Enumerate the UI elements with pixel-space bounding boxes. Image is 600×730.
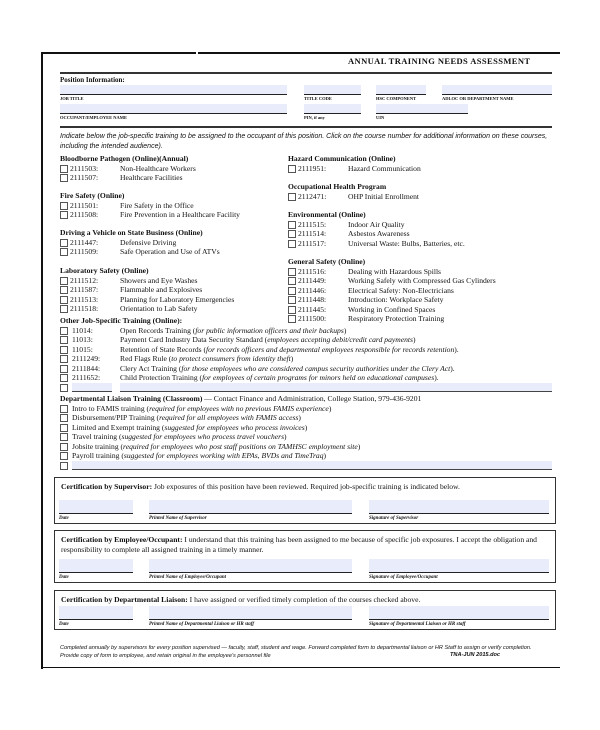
course-title: Disbursement/PIP Training (required for all employees with FAMIS access) bbox=[72, 413, 301, 422]
course-title: Clery Act Training (for those employees who are considered campus security authorities under the Clery Act). bbox=[120, 363, 455, 373]
cert-heading: Certification by Departmental Liaison: bbox=[61, 595, 188, 604]
course-code[interactable]: 2111513: bbox=[70, 294, 99, 304]
course-code[interactable]: 2111518: bbox=[70, 304, 99, 313]
section-heading: Bloodborne Pathogen (Online)(Annual) bbox=[60, 154, 189, 163]
course-checkbox[interactable] bbox=[288, 230, 296, 238]
signature-label: Signature of Supervisor bbox=[369, 516, 419, 521]
course-checkbox[interactable] bbox=[288, 277, 296, 285]
course-checkbox[interactable] bbox=[60, 174, 68, 182]
course-title: Retention of State Records (for records officers and departmental employees responsible for records retention). bbox=[120, 344, 459, 354]
course-code[interactable]: 2111951: bbox=[298, 163, 327, 173]
course-code[interactable]: 2111515: bbox=[298, 219, 327, 229]
course-code[interactable]: 2111509: bbox=[70, 247, 99, 256]
document-title: ANNUAL TRAINING NEEDS ASSESSMENT bbox=[348, 56, 531, 66]
course-title: Working Safely with Compressed Gas Cylinders bbox=[348, 276, 496, 285]
course-code[interactable]: 2111508: bbox=[70, 210, 99, 219]
uin-field[interactable] bbox=[376, 104, 468, 114]
course-note: suggested for employees who process travel vouchers bbox=[121, 432, 285, 441]
course-checkbox[interactable] bbox=[288, 287, 296, 295]
course-checkbox[interactable] bbox=[60, 452, 68, 460]
cert-text: I understand that this training has been assigned to me because of specific job exposures. I accept the obligation and responsibility to complete all assigned training in a timely manner. bbox=[61, 535, 537, 554]
course-note: for those employees who are considered campus security authorities under the Clery Act bbox=[181, 363, 451, 373]
frame-border-top bbox=[198, 52, 560, 54]
uin-label: UIN bbox=[376, 115, 385, 120]
section-heading: Driving a Vehicle on State Business (Online) bbox=[60, 228, 203, 237]
course-title: Limited and Exempt training (suggested for employees who process invoices) bbox=[72, 422, 308, 432]
cert-text: Job exposures of this position have been reviewed. Required job-specific training is indicated below. bbox=[152, 482, 460, 491]
course-title: Introduction: Workplace Safety bbox=[348, 295, 444, 304]
course-checkbox[interactable] bbox=[288, 240, 296, 248]
course-code[interactable]: 2111249: bbox=[72, 354, 101, 363]
course-checkbox[interactable] bbox=[288, 165, 296, 173]
title-code-label: TITLE CODE bbox=[304, 96, 332, 101]
course-title: Open Records Training (for public information officers and their backups) bbox=[120, 325, 347, 335]
course-checkbox[interactable] bbox=[288, 315, 296, 323]
course-checkbox[interactable] bbox=[288, 193, 296, 201]
title-code-field[interactable] bbox=[304, 85, 361, 95]
course-title: Jobsite training (required for employees who post staff positions on TAMHSC employment site) bbox=[72, 441, 361, 451]
job-title-field[interactable] bbox=[60, 85, 287, 95]
adloc-field[interactable] bbox=[442, 85, 552, 95]
course-checkbox[interactable] bbox=[60, 433, 68, 441]
course-note: for records officers and departmental employees responsible for records retention bbox=[206, 344, 455, 354]
date-field[interactable] bbox=[59, 606, 133, 620]
course-title: Defensive Driving bbox=[120, 237, 177, 247]
printed-name-label: Printed Name of Supervisor bbox=[149, 516, 207, 521]
course-title: Working in Confined Spaces bbox=[348, 304, 436, 314]
section-heading: Environmental (Online) bbox=[288, 210, 366, 219]
course-checkbox[interactable] bbox=[60, 305, 68, 313]
section-heading: Departmental Liaison Training (Classroom) — Contact Finance and Administration, College Station, 979-436-9201 bbox=[60, 394, 422, 403]
course-title: Child Protection Training (for employees of certain programs for minors held on educational campuses). bbox=[120, 373, 439, 382]
course-code[interactable]: 2111844: bbox=[72, 363, 101, 373]
course-note: required for employees with no previous FAMIS experience bbox=[149, 403, 329, 413]
course-checkbox[interactable] bbox=[60, 346, 68, 354]
course-checkbox[interactable] bbox=[60, 443, 68, 451]
section-heading: Fire Safety (Online) bbox=[60, 191, 125, 200]
occupant-name-label: OCCUPANT/EMPLOYEE NAME bbox=[60, 115, 128, 120]
course-checkbox[interactable] bbox=[60, 365, 68, 373]
course-checkbox[interactable] bbox=[60, 414, 68, 422]
course-title: Intro to FAMIS training (required for employees with no previous FAMIS experience) bbox=[72, 403, 332, 413]
other-course-field[interactable] bbox=[120, 383, 552, 392]
course-checkbox[interactable] bbox=[60, 374, 68, 382]
course-code[interactable]: 2111517: bbox=[298, 238, 327, 248]
course-code[interactable]: 2111503: bbox=[70, 163, 99, 173]
job-title-label: JOB TITLE bbox=[60, 96, 84, 101]
course-title: Hazard Communication bbox=[348, 163, 421, 173]
course-code[interactable]: 2111501: bbox=[70, 200, 99, 210]
course-checkbox[interactable] bbox=[60, 239, 68, 247]
footer-note: Completed annually by supervisors for every position supervised — faculty, staff, student and wage. Forward completed form to departmental liaison or HR Staff to assign or verify completion. Provide copy of form to employee, and retain original in the employee's personnel file bbox=[60, 645, 532, 659]
course-checkbox[interactable] bbox=[288, 306, 296, 314]
signature-label: Signature of Employee/Occupant bbox=[369, 575, 438, 580]
signature-field[interactable] bbox=[369, 559, 549, 573]
hsc-component-field[interactable] bbox=[376, 85, 426, 95]
course-title: Planning for Laboratory Emergencies bbox=[120, 294, 235, 304]
course-code[interactable]: 2112471: bbox=[298, 191, 327, 201]
hsc-component-label: HSC COMPONENT bbox=[376, 96, 417, 101]
position-info-heading: Position Information: bbox=[60, 76, 125, 84]
course-checkbox[interactable] bbox=[60, 336, 68, 344]
section-heading: Occupational Health Program bbox=[288, 182, 387, 191]
course-title: Respiratory Protection Training bbox=[348, 314, 445, 323]
course-note: to protect consumers from identity theft bbox=[171, 354, 291, 363]
supervisor-certification bbox=[54, 477, 556, 524]
course-checkbox[interactable] bbox=[60, 405, 68, 413]
course-title: Showers and Eye Washes bbox=[120, 275, 198, 285]
course-title: Travel training (suggested for employees who process travel vouchers) bbox=[72, 432, 287, 441]
course-checkbox[interactable] bbox=[60, 211, 68, 219]
course-title: Non-Healthcare Workers bbox=[120, 163, 196, 173]
course-checkbox[interactable] bbox=[60, 424, 68, 432]
course-code[interactable]: 11013: bbox=[72, 335, 93, 344]
course-title: Red Flags Rule (to protect consumers from identity theft) bbox=[120, 354, 294, 363]
frame-border-left bbox=[41, 52, 43, 669]
printed-name-label: Printed Name of Employee/Occupant bbox=[149, 575, 227, 580]
course-note: suggested for employees working with EPAs, BVDs and TimeTraq bbox=[123, 451, 324, 460]
course-code[interactable]: 2111448: bbox=[298, 295, 327, 304]
course-note: for employees of certain programs for minors held on educational campuses bbox=[202, 373, 435, 382]
course-code[interactable]: 2111514: bbox=[298, 229, 327, 238]
printed-name-label: Printed Name of Departmental Liaison or HR staff bbox=[149, 622, 255, 627]
course-note: suggested for employees who process invoices bbox=[164, 422, 305, 432]
course-title: Dealing with Hazardous Spills bbox=[348, 266, 442, 276]
course-checkbox[interactable] bbox=[60, 286, 68, 294]
course-code[interactable]: 2111449: bbox=[298, 276, 327, 285]
date-label: Date bbox=[59, 516, 69, 521]
course-title: Flammable and Explosives bbox=[120, 285, 203, 294]
course-checkbox[interactable] bbox=[60, 248, 68, 256]
course-note: for public information officers and their backups bbox=[195, 325, 344, 335]
date-field[interactable] bbox=[59, 500, 133, 514]
signature-label: Signature of Departmental Liaison or HR staff bbox=[369, 622, 466, 627]
date-field[interactable] bbox=[59, 559, 133, 573]
cert-text: I have assigned or verified timely completion of the courses checked above. bbox=[187, 595, 421, 604]
course-code[interactable]: 2111507: bbox=[70, 173, 99, 182]
course-title: Indoor Air Quality bbox=[348, 219, 405, 229]
course-checkbox[interactable] bbox=[288, 296, 296, 304]
liaison-certification bbox=[54, 590, 556, 630]
course-title: Healthcare Facilities bbox=[120, 173, 183, 182]
course-note: required for all employees with FAMIS access bbox=[159, 413, 299, 422]
date-label: Date bbox=[59, 622, 69, 627]
frame-border-top-left bbox=[41, 52, 196, 54]
occupant-name-field[interactable] bbox=[60, 104, 287, 114]
course-checkbox[interactable] bbox=[60, 165, 68, 173]
other-course-field[interactable] bbox=[72, 461, 552, 470]
printed-name-field[interactable] bbox=[149, 606, 352, 620]
course-code[interactable]: 2111500: bbox=[298, 314, 327, 323]
course-code[interactable]: 2111516: bbox=[298, 266, 327, 276]
course-checkbox[interactable] bbox=[60, 202, 68, 210]
section-heading: Laboratory Safety (Online) bbox=[60, 266, 149, 275]
course-code[interactable]: 2111445: bbox=[298, 304, 327, 314]
course-code[interactable]: 2111512: bbox=[70, 275, 99, 285]
cert-heading: Certification by Supervisor: bbox=[61, 482, 153, 491]
course-checkbox[interactable] bbox=[60, 277, 68, 285]
instructions: Indicate below the job-specific training to be assigned to the occupant of this position. Click on the course number for additional information on these courses, including the intended audience). bbox=[60, 133, 548, 150]
course-title: Fire Safety in the Office bbox=[120, 200, 194, 210]
pin-label: PIN, if any bbox=[304, 115, 325, 120]
course-code[interactable]: 2111587: bbox=[70, 285, 99, 294]
signature-field[interactable] bbox=[369, 500, 549, 514]
course-code[interactable]: 2111446: bbox=[298, 285, 327, 295]
pin-field[interactable] bbox=[304, 104, 361, 114]
course-checkbox[interactable] bbox=[60, 296, 68, 304]
course-title: Orientation to Lab Safety bbox=[120, 304, 198, 313]
printed-name-field[interactable] bbox=[149, 559, 352, 573]
course-code[interactable]: 2111652: bbox=[72, 373, 101, 382]
course-title: Fire Prevention in a Healthcare Facility bbox=[120, 210, 240, 219]
course-checkbox[interactable] bbox=[60, 327, 68, 335]
course-checkbox[interactable] bbox=[60, 462, 68, 470]
course-note: required for employees who post staff positions on TAMHSC employment site bbox=[123, 441, 358, 451]
frame-border-bottom bbox=[41, 667, 560, 668]
section-heading: General Safety (Online) bbox=[288, 257, 366, 266]
course-checkbox[interactable] bbox=[288, 221, 296, 229]
course-checkbox[interactable] bbox=[60, 384, 68, 392]
course-code[interactable]: 11014: bbox=[72, 325, 93, 335]
other-code-field[interactable] bbox=[72, 383, 112, 392]
course-title: Payroll training (suggested for employees working with EPAs, BVDs and TimeTraq) bbox=[72, 451, 327, 460]
course-note: employees accepting debit/credit card payments bbox=[267, 335, 413, 344]
course-title: Universal Waste: Bulbs, Batteries, etc. bbox=[348, 238, 465, 248]
divider bbox=[60, 72, 552, 74]
course-title: Asbestos Awareness bbox=[348, 229, 410, 238]
course-code[interactable]: 2111447: bbox=[70, 237, 99, 247]
adloc-label: ADLOC OR DEPARTMENT NAME bbox=[442, 96, 514, 101]
course-title: Electrical Safety: Non-Electricians bbox=[348, 285, 454, 295]
date-label: Date bbox=[59, 575, 69, 580]
course-title: Safe Operation and Use of ATVs bbox=[120, 247, 220, 256]
printed-name-field[interactable] bbox=[149, 500, 352, 514]
course-code[interactable]: 11015: bbox=[72, 344, 93, 354]
course-checkbox[interactable] bbox=[60, 355, 68, 363]
section-heading: Hazard Communication (Online) bbox=[288, 154, 396, 163]
course-checkbox[interactable] bbox=[288, 268, 296, 276]
course-title: Payment Card Industry Data Security Standard (employees accepting debit/credit card payments) bbox=[120, 335, 416, 344]
signature-field[interactable] bbox=[369, 606, 549, 620]
section-heading: Other Job-Specific Training (Online): bbox=[60, 316, 183, 325]
course-title: OHP Initial Enrollment bbox=[348, 191, 420, 201]
document-id: TNA-JUN 2015.doc bbox=[450, 652, 501, 658]
cert-heading: Certification by Employee/Occupant: bbox=[61, 535, 183, 544]
divider bbox=[60, 126, 552, 128]
employee-certification bbox=[54, 530, 556, 583]
liaison-contact: — Contact Finance and Administration, College Station, 979-436-9201 bbox=[202, 394, 422, 403]
